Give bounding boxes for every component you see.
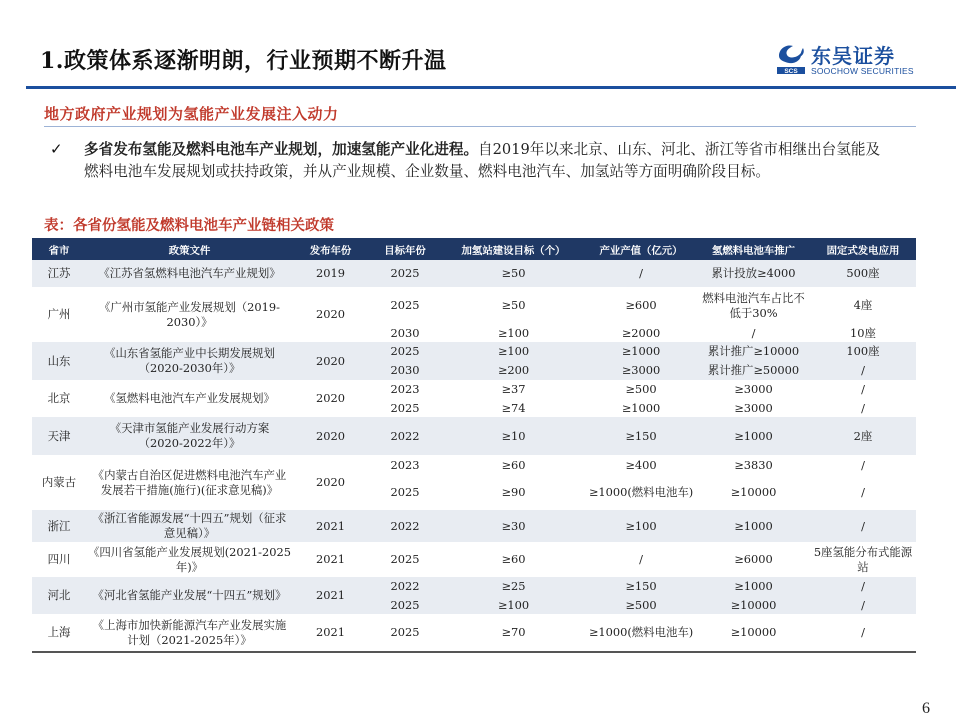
cell-city: 上海 xyxy=(32,614,86,652)
table-row xyxy=(32,542,916,577)
cell-station-target: ≥100 xyxy=(442,342,585,361)
cell-target-year: 2030 xyxy=(368,361,442,380)
cell-station-target: ≥60 xyxy=(442,455,585,475)
cell-industry-value: ≥500 xyxy=(585,596,697,614)
subtitle-underline xyxy=(44,126,916,127)
cell-industry-value: ≥150 xyxy=(585,417,697,455)
cell-policy-doc: 《天津市氢能产业发展行动方案（2020-2022年）》 xyxy=(86,417,293,455)
cell-target-year: 2022 xyxy=(368,510,442,542)
cell-industry-value: ≥600 xyxy=(585,287,697,324)
table-header-row xyxy=(32,238,916,260)
table-row xyxy=(32,417,916,455)
bullet-paragraph xyxy=(84,139,892,183)
table-row xyxy=(32,380,916,399)
cell-industry-value: ≥500 xyxy=(585,380,697,399)
cell-station-target: ≥100 xyxy=(442,324,585,342)
cell-publish-year: 2020 xyxy=(293,417,368,455)
cell-industry-value: ≥400 xyxy=(585,455,697,475)
cell-publish-year: 2021 xyxy=(293,542,368,577)
cell-vehicle-target: 燃料电池汽车占比不低于30% xyxy=(697,287,810,324)
cell-vehicle-target: ≥10000 xyxy=(697,614,810,652)
cell-fixed-power: 100座 xyxy=(810,342,916,361)
cell-target-year: 2023 xyxy=(368,455,442,475)
cell-fixed-power: / xyxy=(810,380,916,399)
column-header: 产业产值（亿元） xyxy=(585,238,697,260)
cell-vehicle-target: ≥10000 xyxy=(697,475,810,510)
cell-publish-year: 2019 xyxy=(293,260,368,287)
column-header: 目标年份 xyxy=(368,238,442,260)
cell-target-year: 2025 xyxy=(368,614,442,652)
logo-mark-icon xyxy=(775,42,807,76)
cell-fixed-power: / xyxy=(810,596,916,614)
cell-policy-doc: 《广州市氢能产业发展规划（2019-2030）》 xyxy=(86,287,293,342)
cell-target-year: 2025 xyxy=(368,542,442,577)
cell-station-target: ≥200 xyxy=(442,361,585,380)
cell-industry-value: ≥1000(燃料电池车) xyxy=(585,614,697,652)
column-header: 氢燃料电池车推广 xyxy=(697,238,810,260)
cell-industry-value: ≥150 xyxy=(585,577,697,596)
page-title: 1.政策体系逐渐明朗，行业预期不断升温 xyxy=(40,48,447,74)
cell-target-year: 2025 xyxy=(368,475,442,510)
cell-station-target: ≥74 xyxy=(442,399,585,417)
cell-fixed-power: 2座 xyxy=(810,417,916,455)
section-subtitle: 地方政府产业规划为氢能产业发展注入动力 xyxy=(44,105,339,123)
policy-table xyxy=(32,238,916,653)
cell-target-year: 2025 xyxy=(368,260,442,287)
cell-target-year: 2025 xyxy=(368,287,442,324)
table-row xyxy=(32,614,916,652)
table-row xyxy=(32,287,916,324)
cell-fixed-power: / xyxy=(810,361,916,380)
table-caption: 表：各省份氢能及燃料电池车产业链相关政策 xyxy=(44,217,334,234)
cell-industry-value: ≥1000 xyxy=(585,399,697,417)
cell-fixed-power: / xyxy=(810,614,916,652)
cell-policy-doc: 《上海市加快新能源汽车产业发展实施计划（2021-2025年）》 xyxy=(86,614,293,652)
cell-fixed-power: / xyxy=(810,475,916,510)
cell-fixed-power: 10座 xyxy=(810,324,916,342)
cell-city: 山东 xyxy=(32,342,86,380)
cell-vehicle-target: / xyxy=(697,324,810,342)
cell-publish-year: 2021 xyxy=(293,614,368,652)
cell-vehicle-target: 累计推广≥50000 xyxy=(697,361,810,380)
table-row xyxy=(32,342,916,361)
cell-city: 天津 xyxy=(32,417,86,455)
svg-text:SCS: SCS xyxy=(784,68,798,75)
cell-fixed-power: / xyxy=(810,577,916,596)
cell-city: 浙江 xyxy=(32,510,86,542)
cell-publish-year: 2020 xyxy=(293,287,368,342)
cell-industry-value: ≥1000(燃料电池车) xyxy=(585,475,697,510)
cell-vehicle-target: ≥10000 xyxy=(697,596,810,614)
cell-station-target: ≥30 xyxy=(442,510,585,542)
cell-station-target: ≥50 xyxy=(442,260,585,287)
cell-policy-doc: 《河北省氢能产业发展“十四五”规划》 xyxy=(86,577,293,614)
table-row xyxy=(32,577,916,596)
table-row xyxy=(32,510,916,542)
cell-industry-value: ≥1000 xyxy=(585,342,697,361)
cell-policy-doc: 《氢燃料电池汽车产业发展规划》 xyxy=(86,380,293,417)
cell-fixed-power: / xyxy=(810,455,916,475)
cell-industry-value: / xyxy=(585,260,697,287)
column-header: 省市 xyxy=(32,238,86,260)
cell-vehicle-target: 累计投放≥4000 xyxy=(697,260,810,287)
cell-policy-doc: 《浙江省能源发展“十四五”规划（征求意见稿）》 xyxy=(86,510,293,542)
cell-industry-value: ≥2000 xyxy=(585,324,697,342)
check-bullet-icon: ✓ xyxy=(50,140,63,158)
cell-publish-year: 2021 xyxy=(293,510,368,542)
cell-target-year: 2022 xyxy=(368,417,442,455)
cell-policy-doc: 《四川省氢能产业发展规划(2021-2025年)》 xyxy=(86,542,293,577)
cell-target-year: 2025 xyxy=(368,399,442,417)
cell-city: 内蒙古 xyxy=(32,455,86,510)
column-header: 加氢站建设目标（个） xyxy=(442,238,585,260)
cell-publish-year: 2020 xyxy=(293,380,368,417)
cell-vehicle-target: ≥3000 xyxy=(697,399,810,417)
logo-text-en: SOOCHOW SECURITIES xyxy=(811,66,914,76)
cell-fixed-power: 500座 xyxy=(810,260,916,287)
column-header: 固定式发电应用 xyxy=(810,238,916,260)
cell-fixed-power: 5座氢能分布式能源站 xyxy=(810,542,916,577)
page-number: 6 xyxy=(922,700,930,717)
column-header: 发布年份 xyxy=(293,238,368,260)
logo-text-cn: 东吴证券 xyxy=(811,44,895,68)
cell-city: 北京 xyxy=(32,380,86,417)
cell-publish-year: 2021 xyxy=(293,577,368,614)
cell-target-year: 2025 xyxy=(368,342,442,361)
cell-city: 江苏 xyxy=(32,260,86,287)
cell-target-year: 2030 xyxy=(368,324,442,342)
cell-city: 广州 xyxy=(32,287,86,342)
column-header: 政策文件 xyxy=(86,238,293,260)
cell-publish-year: 2020 xyxy=(293,455,368,510)
cell-city: 四川 xyxy=(32,542,86,577)
cell-fixed-power: 4座 xyxy=(810,287,916,324)
cell-station-target: ≥90 xyxy=(442,475,585,510)
cell-city: 河北 xyxy=(32,577,86,614)
cell-vehicle-target: ≥1000 xyxy=(697,510,810,542)
bullet-body-text: 自2019年以来北京、山东、河北、浙江等省市相继出台氢能及燃料电池车发展规划或扶持政策，并从产业规模、企业数量、燃料电池汽车、加氢站等方面明确阶段目标。 xyxy=(84,141,881,180)
cell-target-year: 2022 xyxy=(368,577,442,596)
cell-publish-year: 2020 xyxy=(293,342,368,380)
cell-policy-doc: 《江苏省氢燃料电池汽车产业规划》 xyxy=(86,260,293,287)
company-logo xyxy=(775,42,935,78)
cell-fixed-power: / xyxy=(810,510,916,542)
cell-industry-value: / xyxy=(585,542,697,577)
cell-industry-value: ≥100 xyxy=(585,510,697,542)
cell-station-target: ≥100 xyxy=(442,596,585,614)
cell-vehicle-target: ≥3000 xyxy=(697,380,810,399)
table-row xyxy=(32,455,916,475)
cell-station-target: ≥50 xyxy=(442,287,585,324)
cell-station-target: ≥10 xyxy=(442,417,585,455)
cell-station-target: ≥60 xyxy=(442,542,585,577)
cell-policy-doc: 《山东省氢能产业中长期发展规划（2020-2030年）》 xyxy=(86,342,293,380)
cell-vehicle-target: ≥1000 xyxy=(697,577,810,596)
cell-station-target: ≥70 xyxy=(442,614,585,652)
cell-vehicle-target: ≥3830 xyxy=(697,455,810,475)
header-rule xyxy=(26,86,956,89)
cell-target-year: 2025 xyxy=(368,596,442,614)
cell-target-year: 2023 xyxy=(368,380,442,399)
cell-industry-value: ≥3000 xyxy=(585,361,697,380)
bullet-bold-text: 多省发布氢能及燃料电池车产业规划，加速氢能产业化进程。 xyxy=(84,141,479,158)
cell-station-target: ≥25 xyxy=(442,577,585,596)
cell-station-target: ≥37 xyxy=(442,380,585,399)
cell-vehicle-target: 累计推广≥10000 xyxy=(697,342,810,361)
cell-fixed-power: / xyxy=(810,399,916,417)
table-row xyxy=(32,260,916,287)
cell-vehicle-target: ≥6000 xyxy=(697,542,810,577)
cell-policy-doc: 《内蒙古自治区促进燃料电池汽车产业发展若干措施(施行)(征求意见稿)》 xyxy=(86,455,293,510)
cell-vehicle-target: ≥1000 xyxy=(697,417,810,455)
